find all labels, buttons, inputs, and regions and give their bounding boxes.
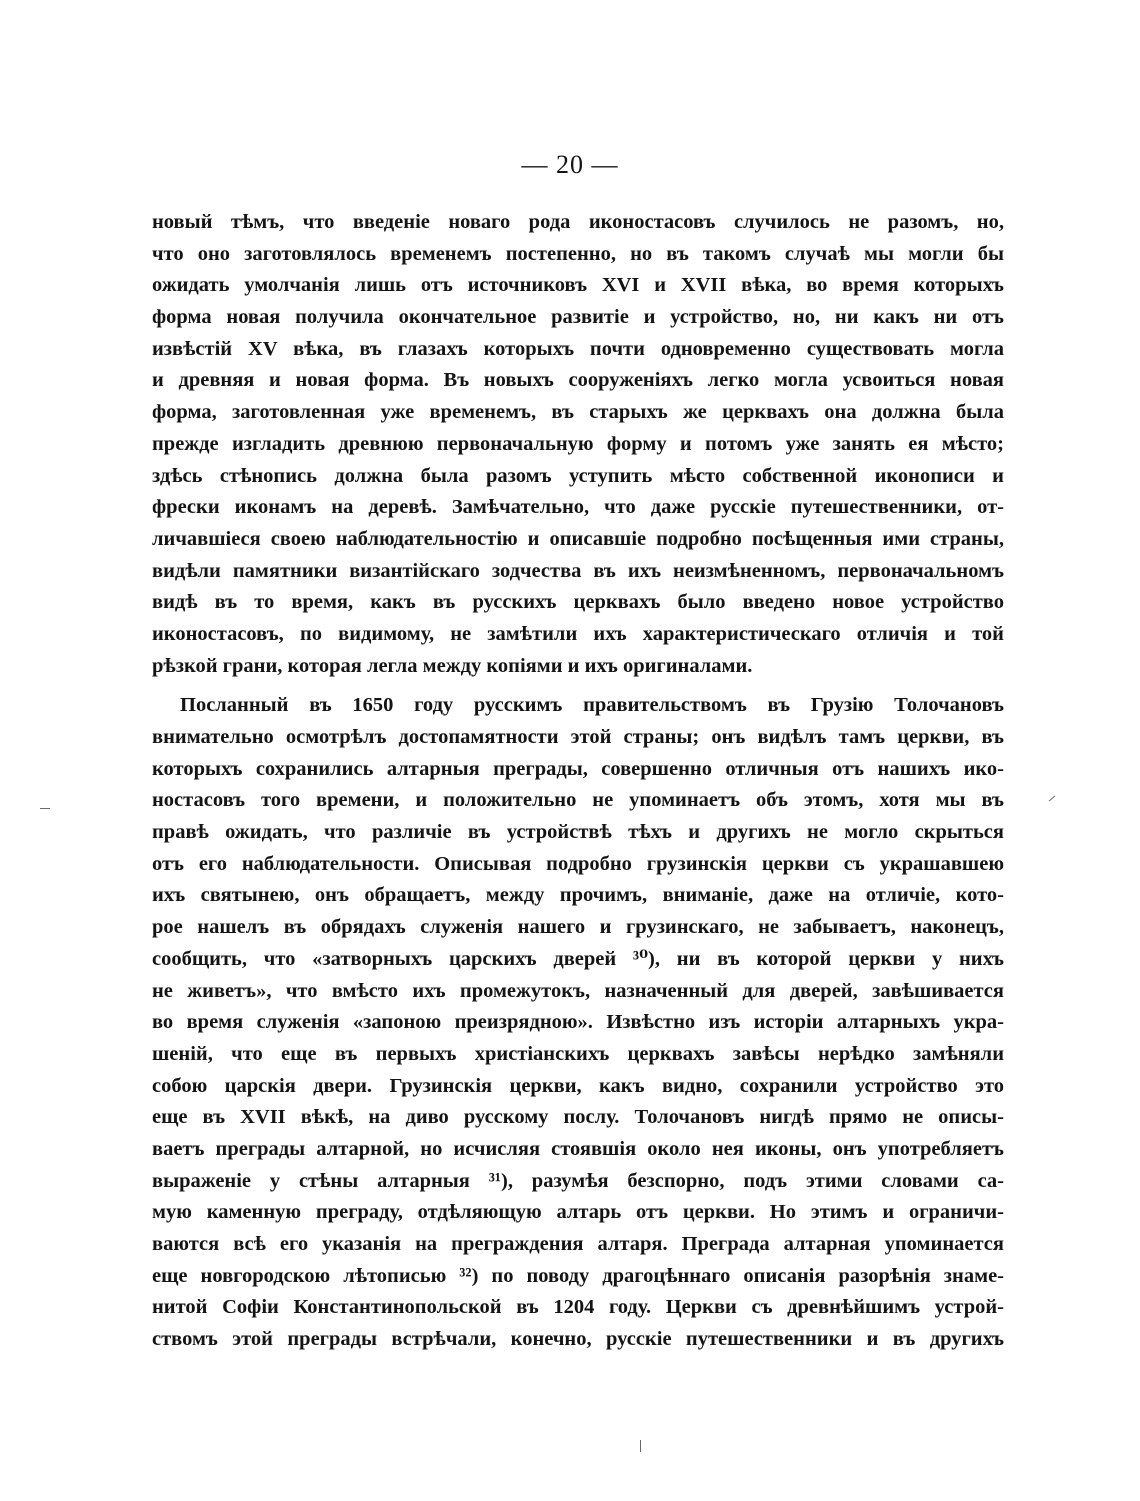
text-line: ствомъ этой преграды встрѣчали, конечно, русскіе путешественники и въ другихъ bbox=[152, 1328, 1004, 1351]
text-line: видѣ въ то время, какъ въ русскихъ церквахъ было введено новое устройство bbox=[152, 591, 1004, 614]
body-text bbox=[152, 207, 1004, 1356]
scan-mark-left bbox=[40, 808, 50, 809]
text-line: еще новгородскою лѣтописью ³²) по поводу драгоцѣннаго описанія разорѣнія знаме- bbox=[152, 1264, 1004, 1287]
paragraph-2 bbox=[152, 690, 1004, 1355]
text-line: не живетъ», что вмѣсто ихъ промежутокъ, назначенный для дверей, завѣшивается bbox=[152, 979, 1004, 1002]
paragraph-gap bbox=[152, 682, 1004, 690]
page-number: — 20 — bbox=[521, 150, 619, 179]
text-line: отъ его наблюдательности. Описывая подробно грузинскія церкви съ украшавшею bbox=[152, 852, 1004, 875]
text-line: что оно заготовлялось временемъ постепенно, но въ такомъ случаѣ мы могли бы bbox=[152, 242, 1004, 265]
text-line: во время служенія «запоною преизрядною». Извѣстно изъ исторіи алтарныхъ укра- bbox=[152, 1011, 1004, 1034]
text-line: прежде изгладить древнюю первоначальную форму и потомъ уже занять ея мѣсто; bbox=[152, 432, 1004, 455]
scan-mark-right bbox=[1049, 796, 1056, 802]
text-line: рѣзкой грани, которая легла между копіями и ихъ оригиналами. bbox=[152, 654, 753, 677]
text-line: ваются всѣ его указанія на преграждения алтаря. Преграда алтарная упоминается bbox=[152, 1233, 1004, 1255]
text-line: еще въ XVII вѣкѣ, на диво русскому послу. Толочановъ нигдѣ прямо не описы- bbox=[152, 1106, 1004, 1129]
text-line: ожидать умолчанія лишь отъ источниковъ XVI и XVII вѣка, во время которыхъ bbox=[152, 274, 1004, 297]
text-line: правѣ ожидать, что различіе въ устройствѣ тѣхъ и другихъ не могло скрыться bbox=[152, 821, 1004, 844]
text-line: выраженіе у стѣны алтарныя ³¹), разумѣя безспорно, подъ этими словами са- bbox=[152, 1169, 1004, 1192]
text-line: извѣстій XV вѣка, въ глазахъ которыхъ почти одновременно существовать могла bbox=[152, 337, 1004, 360]
text-line: и древняя и новая форма. Въ новыхъ сооруженіяхъ легко могла усвоиться новая bbox=[152, 369, 1004, 392]
text-line: форма, заготовленная уже временемъ, въ старыхъ же церквахъ она должна была bbox=[152, 401, 1004, 424]
text-line: ихъ святынею, онъ обращаетъ, между прочимъ, вниманіе, даже на отличіе, кото- bbox=[152, 884, 1004, 907]
text-line: иконостасовъ, по видимому, не замѣтили ихъ характеристическаго отличія и той bbox=[152, 622, 1004, 645]
text-line: собою царскія двери. Грузинскія церкви, какъ видно, сохранили устройство это bbox=[152, 1074, 1004, 1097]
text-line: новый тѣмъ, что введеніе новаго рода иконостасовъ случилось не разомъ, но, bbox=[152, 211, 1004, 233]
text-line: шеній, что еще въ первыхъ христіанскихъ церквахъ завѣсы нерѣдко замѣняли bbox=[152, 1042, 1004, 1065]
text-line: фрески иконамъ на деревѣ. Замѣчательно, что даже русскіе путешественники, от- bbox=[152, 496, 1004, 519]
text-line: нитой Софіи Константинопольской въ 1204 году. Церкви съ древнѣйшимъ устрой- bbox=[152, 1296, 1004, 1319]
paragraph-1 bbox=[152, 207, 1004, 682]
text-line: ваетъ преграды алтарной, но исчисляя стоявшія около нея иконы, онъ употребляетъ bbox=[152, 1137, 1004, 1160]
text-line: видѣли памятники византійскаго зодчества въ ихъ неизмѣненномъ, первоначальномъ bbox=[152, 559, 1004, 582]
text-line: рое нашелъ въ обрядахъ служенія нашего и грузинскаго, не забываетъ, наконецъ, bbox=[152, 916, 1004, 939]
text-line: ностасовъ того времени, и положительно не упоминаетъ объ этомъ, хотя мы въ bbox=[152, 789, 1004, 812]
text-line: внимательно осмотрѣлъ достопамятности этой страны; онъ видѣлъ тамъ церкви, въ bbox=[152, 726, 1004, 748]
text-line: форма новая получила окончательное развитіе и устройство, но, ни какъ ни отъ bbox=[152, 306, 1004, 329]
text-line: Посланный въ 1650 году русскимъ правительствомъ въ Грузію Толочановъ bbox=[180, 694, 1004, 717]
text-line: личавшіеся своею наблюдательностію и описавшіе подробно посѣщенныя ими страны, bbox=[152, 527, 1004, 550]
text-line: сообщить, что «затворныхъ царскихъ дверей ³⁰), ни въ которой церкви у нихъ bbox=[152, 947, 1004, 970]
text-line: которыхъ сохранились алтарныя преграды, совершенно отличныя отъ нашихъ ико- bbox=[152, 757, 1004, 780]
text-line: здѣсь стѣнопись должна была разомъ уступить мѣсто собственной иконописи и bbox=[152, 464, 1004, 487]
text-line: мую каменную преграду, отдѣляющую алтарь отъ церкви. Но этимъ и ограничи- bbox=[152, 1201, 1004, 1224]
scan-mark-bottom bbox=[640, 1440, 641, 1452]
